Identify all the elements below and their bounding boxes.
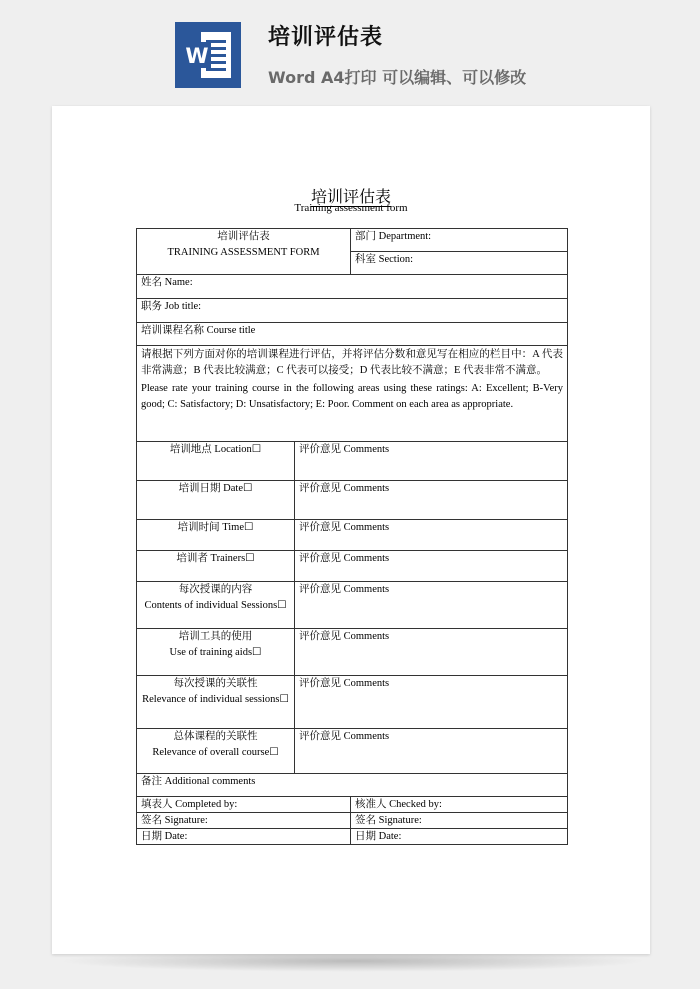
comments-training-aids[interactable]: 评价意见 Comments xyxy=(295,629,568,676)
instructions-cn: 请根据下列方面对你的培训课程进行评估，并将评估分数和意见写在相应的栏目中：A 代表非常满意；B 代表比较满意；C 代表可以接受；D 代表比较不满意；E 代表非常不满意。 xyxy=(141,349,563,376)
criteria-training-aids[interactable]: 培训工具的使用 Use of training aids☐ xyxy=(137,629,295,676)
course-title-field[interactable]: 培训课程名称 Course title xyxy=(137,323,568,346)
comments-relevance-sessions[interactable]: 评价意见 Comments xyxy=(295,676,568,729)
document-title: 培训评估表 xyxy=(310,187,391,206)
svg-text:W: W xyxy=(185,44,209,68)
criteria-time[interactable]: 培训时间 Time☐ xyxy=(137,520,295,551)
document-subtitle: Training assessment form xyxy=(294,202,408,214)
criteria-location[interactable]: 培训地点 Location☐ xyxy=(137,442,295,481)
form-header-cell xyxy=(137,229,351,275)
criteria-relevance-overall[interactable]: 总体课程的关联性 Relevance of overall course☐ xyxy=(137,729,295,774)
signature-left-field[interactable]: 签名 Signature: xyxy=(137,813,351,829)
date-left-field[interactable]: 日期 Date: xyxy=(137,829,351,845)
rating-instructions xyxy=(137,346,568,442)
name-field[interactable]: 姓名 Name: xyxy=(137,275,568,299)
form-header-cn: 培训评估表 xyxy=(217,231,270,242)
criteria-trainers[interactable]: 培训者 Trainers☐ xyxy=(137,551,295,582)
instructions-en: Please rate your training course in the following areas using these ratings: A: Excellent; B-Very good; C: Satisfactory; D: Unsatisfactory; E: Poor. Comment on each area as appropriate. xyxy=(141,383,563,410)
word-document-icon xyxy=(175,22,241,88)
form-header-en: TRAINING ASSESSMENT FORM xyxy=(167,247,320,258)
document-page xyxy=(52,106,650,954)
date-right-field[interactable]: 日期 Date: xyxy=(351,829,568,845)
section-field[interactable]: 科室 Section: xyxy=(351,252,568,275)
comments-trainers[interactable]: 评价意见 Comments xyxy=(295,551,568,582)
criteria-relevance-sessions[interactable]: 每次授课的关联性 Relevance of individual sessions☐ xyxy=(137,676,295,729)
criteria-contents[interactable]: 每次授课的内容 Contents of individual Sessions☐ xyxy=(137,582,295,629)
header-subtitle: Word A4打印 可以编辑、可以修改 xyxy=(268,68,527,87)
criteria-date[interactable]: 培训日期 Date☐ xyxy=(137,481,295,520)
comments-relevance-overall[interactable]: 评价意见 Comments xyxy=(295,729,568,774)
signature-right-field[interactable]: 签名 Signature: xyxy=(351,813,568,829)
comments-time[interactable]: 评价意见 Comments xyxy=(295,520,568,551)
assessment-form-table xyxy=(136,228,568,845)
comments-date[interactable]: 评价意见 Comments xyxy=(295,481,568,520)
completed-by-field[interactable]: 填表人 Completed by: xyxy=(137,797,351,813)
comments-contents[interactable]: 评价意见 Comments xyxy=(295,582,568,629)
header-title: 培训评估表 xyxy=(268,25,384,50)
department-field[interactable]: 部门 Department: xyxy=(351,229,568,252)
header-banner xyxy=(0,0,700,100)
additional-comments-field[interactable]: 备注 Additional comments xyxy=(137,774,568,797)
comments-location[interactable]: 评价意见 Comments xyxy=(295,442,568,481)
job-title-field[interactable]: 职务 Job title: xyxy=(137,299,568,323)
checked-by-field[interactable]: 核准人 Checked by: xyxy=(351,797,568,813)
